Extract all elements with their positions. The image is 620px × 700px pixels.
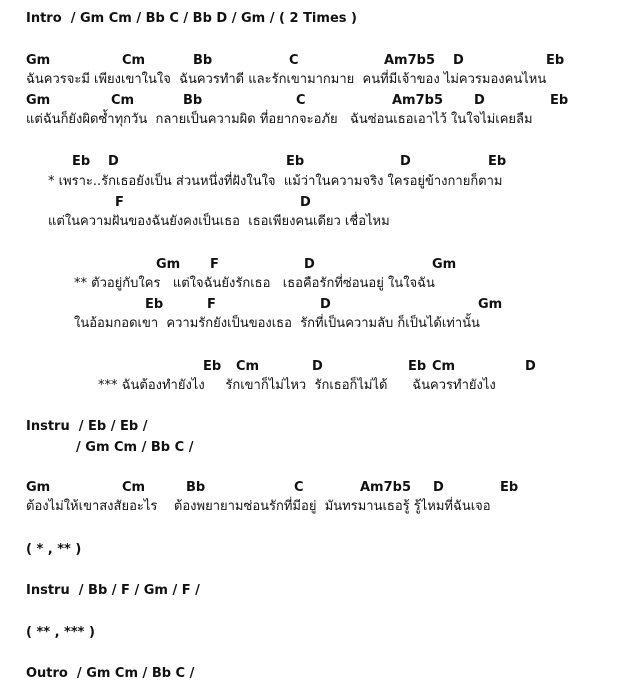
chord: Cm	[236, 359, 260, 374]
chord: D	[525, 359, 536, 374]
chord: Gm	[26, 480, 51, 495]
lyric-line: *** ฉันต้องทำยังไง รักเขาก็ไม่ไหว รักเธอก็ไม่ได้ ฉันควรทำยังไง	[98, 378, 496, 393]
chord: F	[210, 257, 219, 272]
chord: Gm	[26, 53, 51, 68]
chord: Gm	[26, 93, 51, 108]
lyric-line: ** ตัวอยู่กับใคร แต่ใจฉันยังรักเธอ เธอคือรักที่ซ่อนอยู่ ในใจฉัน	[74, 276, 435, 291]
lyric-line: * เพราะ..รักเธอยังเป็น ส่วนหนึ่งที่ฝังในใจ แม้ว่าในความจริง ใครอยู่ข้างกายก็ตาม	[48, 174, 503, 189]
chord: D	[108, 154, 119, 169]
chord: C	[289, 53, 299, 68]
chord: D	[312, 359, 323, 374]
chord: Cm	[432, 359, 456, 374]
chord: Bb	[183, 93, 203, 108]
chord: Eb	[72, 154, 91, 169]
lyric-line: ฉันควรจะมี เพียงเขาในใจ ฉันควรทำดี และรักเขามากมาย คนที่มีเจ้าของ ไม่ควรมองคนไหน	[26, 72, 547, 87]
chord: D	[304, 257, 315, 272]
chord: Cm	[111, 93, 135, 108]
instrumental-line: Instru / Eb / Eb /	[26, 419, 148, 434]
chord: D	[320, 297, 331, 312]
chord: Bb	[193, 53, 213, 68]
lyric-line: ต้องไม่ให้เขาสงสัยอะไร ต้องพยายามซ่อนรักที่มีอยู่ มันทรมานเธอรู้ รู้ไหมที่ฉันเจอ	[26, 499, 491, 514]
lyric-line: ในอ้อมกอดเขา ความรักยังเป็นของเธอ รักที่เป็นความลับ ก็เป็นได้เท่านั้น	[74, 316, 480, 331]
outro-line: Outro / Gm Cm / Bb C /	[26, 666, 195, 681]
chord: Eb	[550, 93, 569, 108]
lyric-line: แต่ในความฝันของฉันยังคงเป็นเธอ เธอเพียงคนเดียว เชื่อไหม	[48, 214, 390, 229]
chord: Eb	[145, 297, 164, 312]
chord: Eb	[203, 359, 222, 374]
chord: Eb	[408, 359, 427, 374]
instrumental-line: Instru / Bb / F / Gm / F /	[26, 583, 200, 598]
chord: F	[115, 195, 124, 210]
chord: C	[296, 93, 306, 108]
chord: F	[207, 297, 216, 312]
chord: Cm	[122, 53, 146, 68]
chord: Cm	[122, 480, 146, 495]
chord: Am7b5	[392, 93, 444, 108]
chord: Gm	[156, 257, 181, 272]
chord: Eb	[500, 480, 519, 495]
chord: D	[453, 53, 464, 68]
repeat-marker: ( ** , *** )	[26, 625, 95, 640]
repeat-marker: ( * , ** )	[26, 542, 82, 557]
chord: Gm	[432, 257, 457, 272]
chord: Bb	[186, 480, 206, 495]
intro-line: Intro / Gm Cm / Bb C / Bb D / Gm / ( 2 Times )	[26, 11, 357, 26]
lyric-line: แต่ฉันก็ยังผิดซ้ำทุกวัน กลายเป็นความผิด ที่อยากจะอภัย ฉันซ่อนเธอเอาไว้ ในใจไม่เคยลืม	[26, 112, 533, 127]
chord: D	[474, 93, 485, 108]
chord: Gm	[478, 297, 503, 312]
chord: Eb	[546, 53, 565, 68]
chord: Eb	[286, 154, 305, 169]
chord: Am7b5	[384, 53, 436, 68]
chord: D	[433, 480, 444, 495]
chord: D	[400, 154, 411, 169]
chord: Eb	[488, 154, 507, 169]
chord: Am7b5	[360, 480, 412, 495]
instrumental-line: / Gm Cm / Bb C /	[76, 440, 194, 455]
chord: D	[300, 195, 311, 210]
chord: C	[294, 480, 304, 495]
